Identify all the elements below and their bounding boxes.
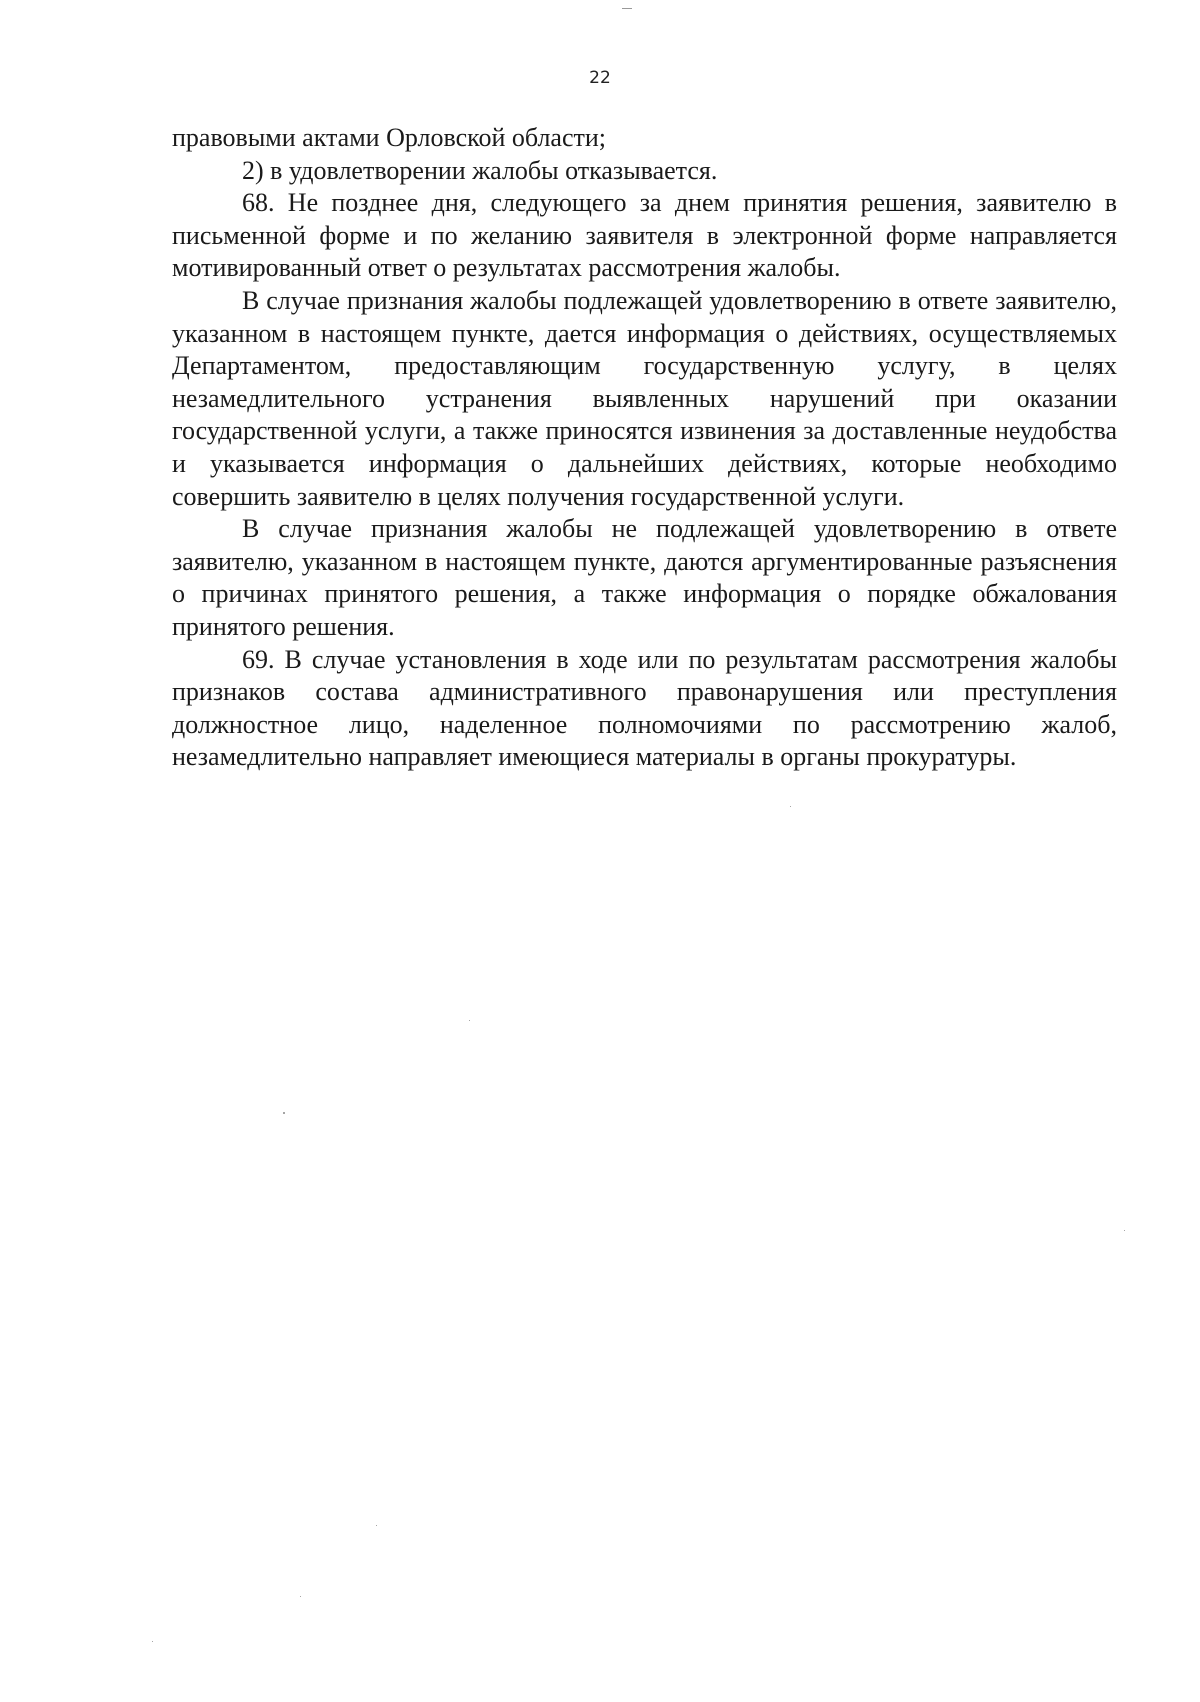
scan-speck	[300, 1596, 301, 1597]
paragraph-rejected-case: В случае признания жалобы не подлежащей удовлетворению в ответе заявителю, указанном в настоящем пункте, даются аргументированные разъяснения о причинах принятого решения, а также информация о порядке обжалования принятого решения.	[172, 514, 1117, 641]
paragraph-68: 68. Не позднее дня, следующего за днем принятия решения, заявителю в письменной форме и по желанию заявителя в электронной форме направляется мотивированный ответ о результатах рассмотрения жалобы.	[172, 188, 1117, 283]
scan-speck	[469, 1020, 470, 1021]
scan-speck	[376, 1525, 377, 1526]
paragraph-69: 69. В случае установления в ходе или по результатам рассмотрения жалобы признаков состава административного правонарушения или преступления должностное лицо, наделенное полномочиями по рассмотрению жалоб, незамедлительно направляет имеющиеся материалы в органы прокуратуры.	[172, 644, 1117, 772]
scan-mark	[622, 8, 632, 9]
scan-speck	[1124, 1230, 1125, 1231]
scan-speck	[790, 806, 791, 807]
paragraph-satisfied-case: В случае признания жалобы подлежащей удовлетворению в ответе заявителю, указанном в настоящем пункте, дается информация о действиях, осуществляемых Департаментом, предоставляющим государственную услугу, в целях незамедлительного устранения выявленных нарушений при оказании государственной услуги, а также приносятся извинения за доставленные неудобства и указывается информация о дальнейших действиях, которые необходимо совершить заявителю в целях получения государственной услуги.	[172, 285, 1117, 511]
page-number: 22	[589, 68, 611, 88]
scan-speck	[283, 1112, 285, 1114]
scan-speck	[152, 1641, 153, 1642]
document-body	[172, 122, 1117, 774]
paragraph-item-2: 2) в удовлетворении жалобы отказывается.	[242, 155, 718, 185]
paragraph-continuation: правовыми актами Орловской области;	[172, 123, 607, 152]
